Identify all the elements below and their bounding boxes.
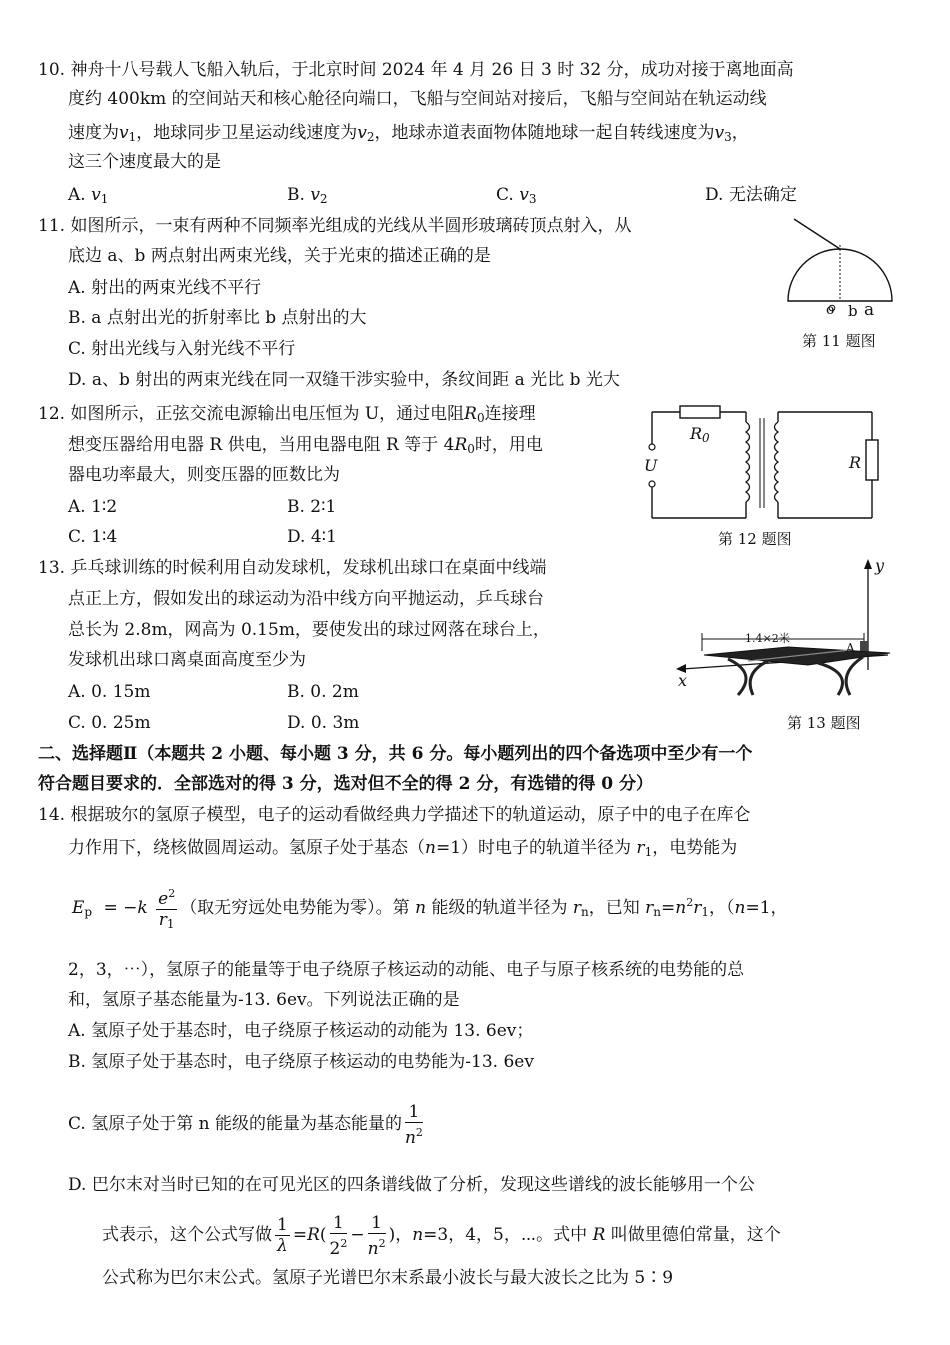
r0-subscript: 0: [476, 411, 485, 425]
r0-symbol: R: [690, 424, 703, 443]
minus-sign: −: [350, 1225, 365, 1245]
fig11-label-b: b: [848, 302, 858, 320]
r0-symbol: R: [454, 435, 468, 455]
r-symbol: r: [572, 898, 581, 918]
q12-option-b[interactable]: B. 2∶1: [287, 497, 337, 517]
ep-symbol: E: [72, 898, 85, 918]
q12-line1: [38, 402, 536, 430]
q11-option-b[interactable]: B. a 点射出光的折射率比 b 点射出的大: [68, 308, 367, 328]
fig11-label-a: a: [864, 300, 875, 320]
n-symbol: n: [425, 838, 436, 858]
option-label: B.: [287, 185, 311, 205]
q14-line3: [72, 878, 788, 937]
v3-subscript: 3: [528, 192, 537, 206]
v3-subscript: 3: [724, 130, 732, 144]
q12-text: 连接理: [484, 404, 536, 424]
q10-line3: [68, 121, 749, 149]
fraction-numerator: 1: [330, 1213, 348, 1234]
rydberg-symbol: R: [307, 1225, 320, 1245]
balmer-fraction-2: [368, 1213, 386, 1259]
resistor-r: [866, 440, 878, 480]
rn-subscript: n: [581, 905, 589, 919]
option-d-text: 叫做里德伯常量，这个: [605, 1225, 781, 1245]
table-leg: [750, 661, 768, 695]
q14-line1: 14. 根据玻尔的氢原子模型，电子的运动看做经典力学描述下的轨道运动，原子中的电子在库仑: [38, 805, 751, 825]
ep-subscript: p: [84, 905, 93, 919]
table-leg: [846, 657, 863, 695]
v3-symbol: v: [519, 185, 529, 205]
superscript: 2: [340, 1236, 348, 1250]
incident-ray: [794, 219, 840, 249]
terminal-top: [649, 444, 655, 450]
paren: ): [388, 1225, 396, 1245]
q12-line3: 器电功率最大，则变压器的匝数比为: [68, 465, 340, 485]
n-symbol: n: [412, 1225, 424, 1245]
q11-line1: 11. 如图所示，一束有两种不同频率光组成的光线从半圆形玻璃砖顶点射入，从: [38, 216, 632, 236]
q14-line4: 2，3，⋯），氢原子的能量等于电子绕原子核运动的动能、电子与原子核系统的电势能的总: [68, 960, 745, 980]
q13-line2: 点正上方，假如发出的球运动为沿中线方向平抛运动，乒乓球台: [68, 589, 544, 609]
fig12-label-u: U: [644, 456, 658, 475]
q13-line4: 发球机出球口离桌面高度至少为: [68, 650, 306, 670]
option-label: C.: [496, 185, 520, 205]
q10-option-a[interactable]: [68, 183, 108, 211]
q11-option-d[interactable]: D. a、b 射出的两束光线在同一双缝干涉实验中，条纹间距 a 光比 b 光大: [68, 370, 620, 390]
v2-subscript: 2: [319, 192, 328, 206]
q12-text: 12. 如图所示，正弦交流电源输出电压恒为 U，通过电阻: [38, 404, 465, 424]
section2-heading-line1: 二、选择题Ⅱ（本题共 2 小题、每小题 3 分，共 6 分。每小题列出的四个备选项中至少有一个: [38, 744, 753, 764]
q14-option-d-line2: [102, 1210, 781, 1260]
q14-text: =1）时电子的轨道半径为: [435, 838, 637, 858]
fig12-label-r0: [690, 424, 710, 445]
q14-text: 能级的轨道半径为: [426, 898, 573, 918]
n-superscript: 2: [686, 896, 694, 909]
serve-machine: [860, 641, 868, 651]
q14-option-d-line3: 公式称为巴尔末公式。氢原子光谱巴尔末系最小波长与最大波长之比为 5∶9: [102, 1268, 674, 1288]
q13-option-b[interactable]: B. 0. 2m: [287, 682, 359, 702]
q12-option-d[interactable]: D. 4∶1: [287, 527, 337, 547]
fig13-label-a: A: [846, 641, 855, 655]
v1-subscript: 1: [128, 130, 137, 144]
fraction-numerator: 1: [368, 1213, 386, 1234]
fig13-caption: 第 13 题图: [787, 714, 861, 732]
v1-symbol: v: [91, 185, 101, 205]
r1-subscript: 1: [644, 845, 653, 859]
n-superscript: 2: [415, 1125, 423, 1139]
option-d-text: ，: [395, 1225, 413, 1245]
fraction-numerator: 1: [405, 1102, 423, 1123]
option-d-line1: D. 巴尔末对当时已知的在可见光区的四条谱线做了分析，发现这些谱线的波长能够用一个公: [68, 1175, 755, 1195]
q10-line4: 这三个速度最大的是: [68, 152, 221, 172]
q13-option-a[interactable]: A. 0. 15m: [68, 682, 151, 702]
option-label: A.: [68, 185, 92, 205]
q14-text: （取无穷远处电势能为零）。第: [180, 898, 416, 918]
fig13-label-x: x: [678, 671, 688, 690]
q14-text: ，（: [709, 898, 735, 918]
option-c-fraction: [405, 1102, 423, 1148]
resistor-r0: [680, 406, 720, 418]
q14-option-c[interactable]: [68, 1097, 426, 1151]
e-superscript: 2: [168, 886, 176, 900]
y-axis-arrow: [864, 559, 872, 569]
q12-option-c[interactable]: C. 1∶4: [68, 527, 118, 547]
r1-subscript: 1: [701, 905, 709, 919]
r-symbol: r: [158, 909, 167, 930]
v2-subscript: 2: [366, 130, 375, 144]
option-d-text: 式表示，这个公式写做: [102, 1225, 272, 1245]
rydberg-symbol: R: [592, 1225, 606, 1245]
q14-text: =1，: [745, 898, 788, 918]
r-symbol: r: [693, 898, 702, 918]
q14-option-d[interactable]: [68, 1173, 755, 1197]
q14-text: ，已知: [588, 898, 646, 918]
q12-text: 想变压器给用电器 R 供电，当用电器电阻 R 等于 4: [68, 435, 455, 455]
q11-line2: 底边 a、b 两点射出两束光线，关于光束的描述正确的是: [68, 246, 491, 266]
q10-text: ，: [731, 123, 749, 143]
fraction-numerator: 1: [277, 1215, 288, 1235]
equals-sign: =: [661, 898, 676, 918]
q13-line1: 13. 乒乓球训练的时候利用自动发球机，发球机出球口在桌面中线端: [38, 558, 547, 578]
q10-option-c[interactable]: [496, 183, 536, 211]
v1-subscript: 1: [100, 192, 109, 206]
q10-option-b[interactable]: [287, 183, 328, 211]
r-symbol: r: [636, 838, 645, 858]
q14-option-a[interactable]: A. 氢原子处于基态时，电子绕原子核运动的动能为 13. 6ev；: [68, 1021, 534, 1041]
q10-text: 速度为: [68, 123, 119, 143]
r0-subscript: 0: [467, 442, 475, 456]
q14-option-b[interactable]: B. 氢原子处于基态时，电子绕原子核运动的电势能为-13. 6ev: [68, 1052, 534, 1072]
fig13-label-length: 1.4×2米: [745, 632, 790, 645]
option-d-text: =3，4，5，⋯。式中: [423, 1225, 593, 1245]
rn-subscript: n: [653, 905, 662, 919]
q10-line1: 10. 神舟十八号载人飞船入轨后，于北京时间 2024 年 4 月 26 日 3 时 32 分，成功对接于离地面高: [38, 60, 794, 80]
n-symbol: n: [675, 898, 687, 918]
e-symbol: e: [158, 888, 169, 909]
q13-option-d[interactable]: D. 0. 3m: [287, 713, 360, 733]
fig11-semicircle-diagram: [780, 215, 900, 315]
q13-line3: 总长为 2.8m，网高为 0.15m，要使发出的球过网落在球台上，: [68, 620, 550, 640]
q14-line2: [68, 836, 737, 864]
ep-equals: = −k: [103, 898, 148, 918]
q14-text: 力作用下，绕核做圆周运动。氢原子处于基态（: [68, 838, 425, 858]
q11-option-a[interactable]: A. 射出的两束光线不平行: [68, 278, 262, 298]
r1-subscript: 1: [166, 916, 175, 931]
fig11-label-o: o: [826, 302, 835, 318]
q12-option-a[interactable]: A. 1∶2: [68, 497, 118, 517]
n-symbol: n: [415, 898, 427, 918]
n-symbol: n: [734, 898, 746, 918]
option-c-text: C. 氢原子处于第 n 能级的能量为基态能量的: [68, 1114, 402, 1134]
lambda-fraction: [275, 1215, 290, 1256]
q10-text: ，地球同步卫星运动线速度为: [136, 123, 358, 143]
lambda-symbol: λ: [277, 1236, 288, 1256]
r0-symbol: R: [464, 404, 477, 424]
q10-option-d[interactable]: D. 无法确定: [705, 185, 797, 205]
q11-option-c[interactable]: C. 射出光线与入射光线不平行: [68, 339, 296, 359]
v2-symbol: v: [357, 123, 367, 143]
n-symbol: n: [367, 1238, 379, 1259]
r0-subscript: 0: [702, 431, 710, 445]
q10-line2: 度约 400km 的空间站天和核心舱径向端口，飞船与空间站对接后，飞船与空间站在轨运动线: [68, 89, 767, 109]
fig12-label-r: R: [849, 453, 862, 472]
q12-line2: [68, 433, 543, 461]
fig13-label-y: y: [875, 556, 885, 575]
q13-option-c[interactable]: C. 0. 25m: [68, 713, 151, 733]
q12-text: 时，用电: [474, 435, 543, 455]
q10-text: ，地球赤道表面物体随地球一起自转线速度为: [374, 123, 715, 143]
primary-coil: [746, 422, 750, 502]
terminal-bottom: [649, 481, 655, 487]
r-symbol: r: [645, 898, 654, 918]
superscript: 2: [378, 1236, 386, 1250]
balmer-fraction-1: [330, 1213, 348, 1259]
n-symbol: n: [404, 1127, 416, 1148]
paren: (: [319, 1225, 327, 1245]
fraction-denominator: 2: [329, 1238, 341, 1259]
q14-line5: 和，氢原子基态能量为-13. 6ev。下列说法正确的是: [68, 990, 460, 1010]
v2-symbol: v: [310, 185, 320, 205]
fig12-caption: 第 12 题图: [718, 530, 792, 548]
ep-fraction: [156, 884, 177, 934]
secondary-coil: [775, 422, 779, 502]
equals-sign: =: [292, 1225, 308, 1245]
table-leg: [818, 663, 843, 695]
v1-symbol: v: [119, 123, 129, 143]
fig11-caption: 第 11 题图: [802, 332, 876, 350]
section2-heading-line2: 符合题目要求的．全部选对的得 3 分，选对但不全的得 2 分，有选错的得 0 分）: [38, 774, 653, 794]
q14-text: ，电势能为: [652, 838, 738, 858]
v3-symbol: v: [714, 123, 725, 143]
